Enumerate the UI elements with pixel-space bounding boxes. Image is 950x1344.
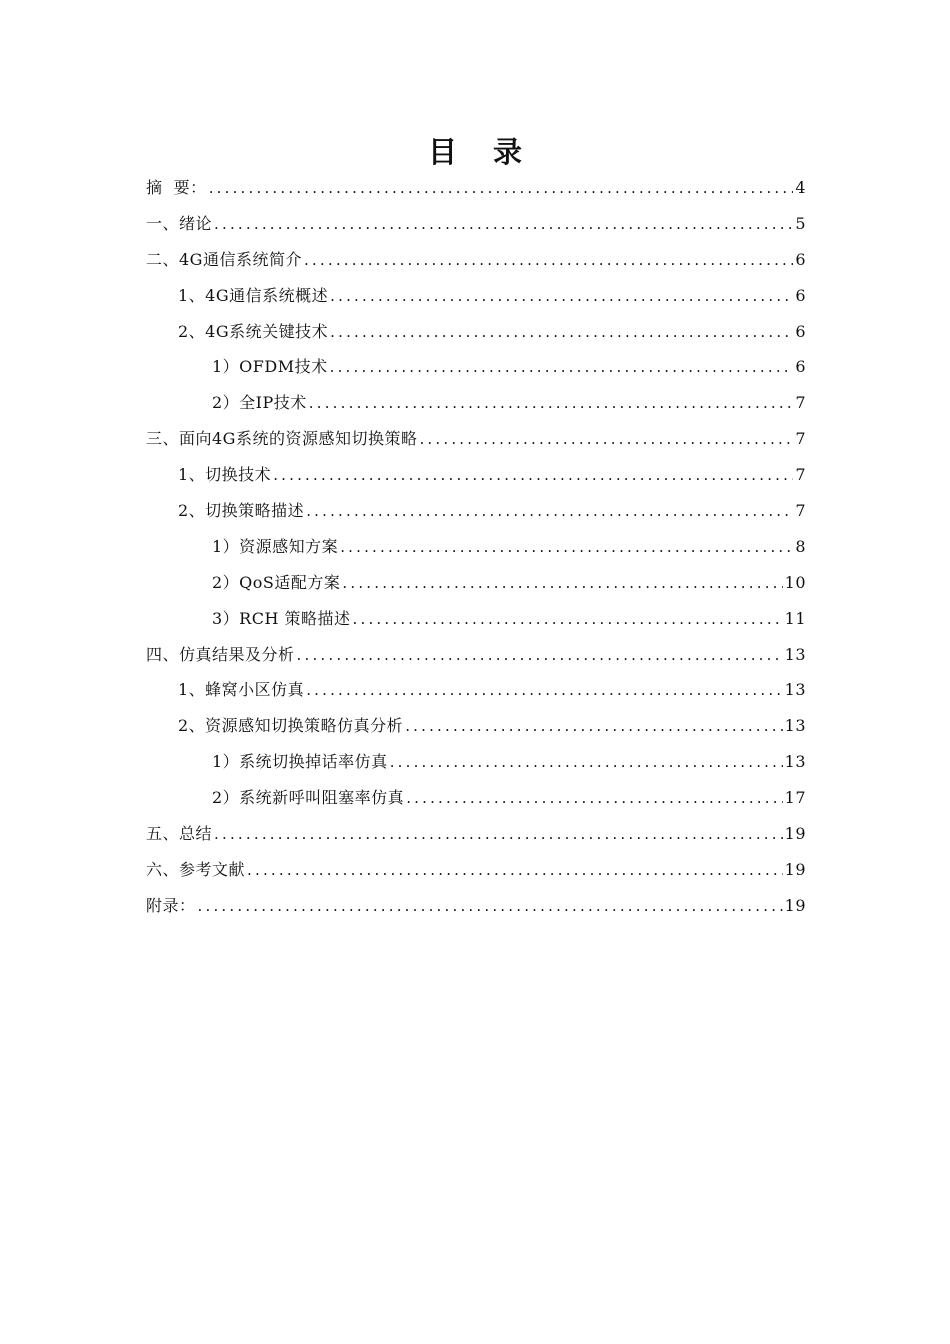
toc-list — [146, 170, 806, 924]
toc-dot-leader — [405, 709, 782, 745]
toc-dot-leader — [390, 745, 783, 781]
toc-entry[interactable] — [146, 385, 806, 421]
toc-entry-label: 2、切换策略描述 — [178, 501, 305, 521]
toc-entry[interactable] — [146, 780, 806, 816]
toc-entry-label: 一、绪论 — [146, 213, 213, 233]
toc-entry[interactable] — [146, 672, 806, 708]
toc-entry-label: 1）OFDM技术 — [212, 357, 328, 377]
toc-page-number: 6 — [795, 249, 806, 269]
toc-entry-label: 五、总结 — [146, 824, 213, 844]
toc-page-number: 8 — [795, 536, 806, 556]
toc-entry[interactable] — [146, 242, 806, 278]
toc-page-number: 7 — [795, 501, 806, 521]
toc-entry-label: 2）系统新呼叫阻塞率仿真 — [212, 788, 405, 808]
toc-entry-label: 附录： — [146, 895, 196, 915]
toc-entry[interactable] — [146, 816, 806, 852]
toc-page-number: 13 — [784, 644, 806, 664]
toc-page-number: 6 — [795, 285, 806, 305]
toc-dot-leader — [297, 638, 783, 674]
toc-dot-leader — [309, 386, 794, 422]
toc-page-number: 13 — [784, 716, 806, 736]
toc-page-number: 19 — [784, 895, 806, 915]
toc-entry-label: 三、面向4G系统的资源感知切换策略 — [146, 429, 418, 449]
toc-page-number: 5 — [795, 213, 806, 233]
toc-dot-leader — [342, 566, 782, 602]
toc-entry-label: 1）系统切换掉话率仿真 — [212, 752, 388, 772]
toc-page-number: 13 — [784, 752, 806, 772]
toc-entry[interactable] — [146, 744, 806, 780]
toc-dot-leader — [406, 781, 782, 817]
toc-title: 目录 — [427, 135, 558, 169]
toc-entry-label: 四、仿真结果及分析 — [146, 644, 295, 664]
toc-entry[interactable] — [146, 565, 806, 601]
toc-dot-leader — [306, 673, 782, 709]
toc-entry-label: 2）全IP技术 — [212, 393, 307, 413]
toc-dot-leader — [214, 817, 783, 853]
toc-page-number: 6 — [795, 357, 806, 377]
toc-entry-label: 二、4G通信系统简介 — [146, 249, 302, 269]
toc-entry[interactable] — [146, 708, 806, 744]
toc-dot-leader — [273, 458, 793, 494]
toc-page-number: 19 — [784, 824, 806, 844]
toc-entry-label: 摘 要： — [146, 178, 207, 197]
toc-page-number: 4 — [795, 178, 806, 197]
toc-page-number: 7 — [795, 429, 806, 449]
toc-dot-leader — [209, 171, 794, 207]
toc-entry-label: 3）RCH 策略描述 — [212, 608, 351, 628]
toc-entry-label: 1）资源感知方案 — [212, 536, 339, 556]
toc-dot-leader — [330, 315, 793, 351]
toc-page-number: 10 — [784, 572, 806, 592]
toc-page-number: 7 — [795, 465, 806, 485]
toc-page-number: 11 — [784, 608, 806, 628]
toc-entry[interactable] — [146, 601, 806, 637]
toc-page-number: 13 — [784, 680, 806, 700]
toc-page-number: 19 — [784, 859, 806, 879]
toc-dot-leader — [340, 530, 793, 566]
toc-dot-leader — [247, 853, 783, 889]
toc-entry[interactable] — [146, 314, 806, 350]
toc-entry-label: 2、资源感知切换策略仿真分析 — [178, 716, 404, 736]
toc-page-number: 17 — [784, 788, 806, 808]
toc-dot-leader — [330, 279, 793, 315]
toc-entry-label: 六、参考文献 — [146, 859, 246, 879]
toc-entry[interactable] — [146, 349, 806, 385]
toc-entry[interactable] — [146, 493, 806, 529]
toc-entry[interactable] — [146, 170, 806, 206]
toc-dot-leader — [306, 494, 793, 530]
toc-entry-label: 1、蜂窝小区仿真 — [178, 680, 305, 700]
toc-dot-leader — [198, 889, 783, 925]
toc-entry[interactable] — [146, 206, 806, 242]
toc-entry[interactable] — [146, 529, 806, 565]
toc-entry-label: 1、4G通信系统概述 — [178, 285, 329, 305]
toc-entry[interactable] — [146, 888, 806, 924]
toc-entry-label: 2）QoS适配方案 — [212, 572, 341, 592]
toc-dot-leader — [419, 422, 793, 458]
toc-entry[interactable] — [146, 457, 806, 493]
toc-entry[interactable] — [146, 421, 806, 457]
toc-dot-leader — [304, 243, 793, 279]
toc-page-number: 6 — [795, 321, 806, 341]
toc-entry-label: 2、4G系统关键技术 — [178, 321, 329, 341]
toc-entry[interactable] — [146, 852, 806, 888]
toc-dot-leader — [214, 207, 793, 243]
toc-dot-leader — [353, 602, 783, 638]
toc-entry[interactable] — [146, 637, 806, 673]
toc-entry-label: 1、切换技术 — [178, 465, 272, 485]
toc-entry[interactable] — [146, 278, 806, 314]
toc-dot-leader — [330, 350, 794, 386]
toc-page-number: 7 — [795, 393, 806, 413]
